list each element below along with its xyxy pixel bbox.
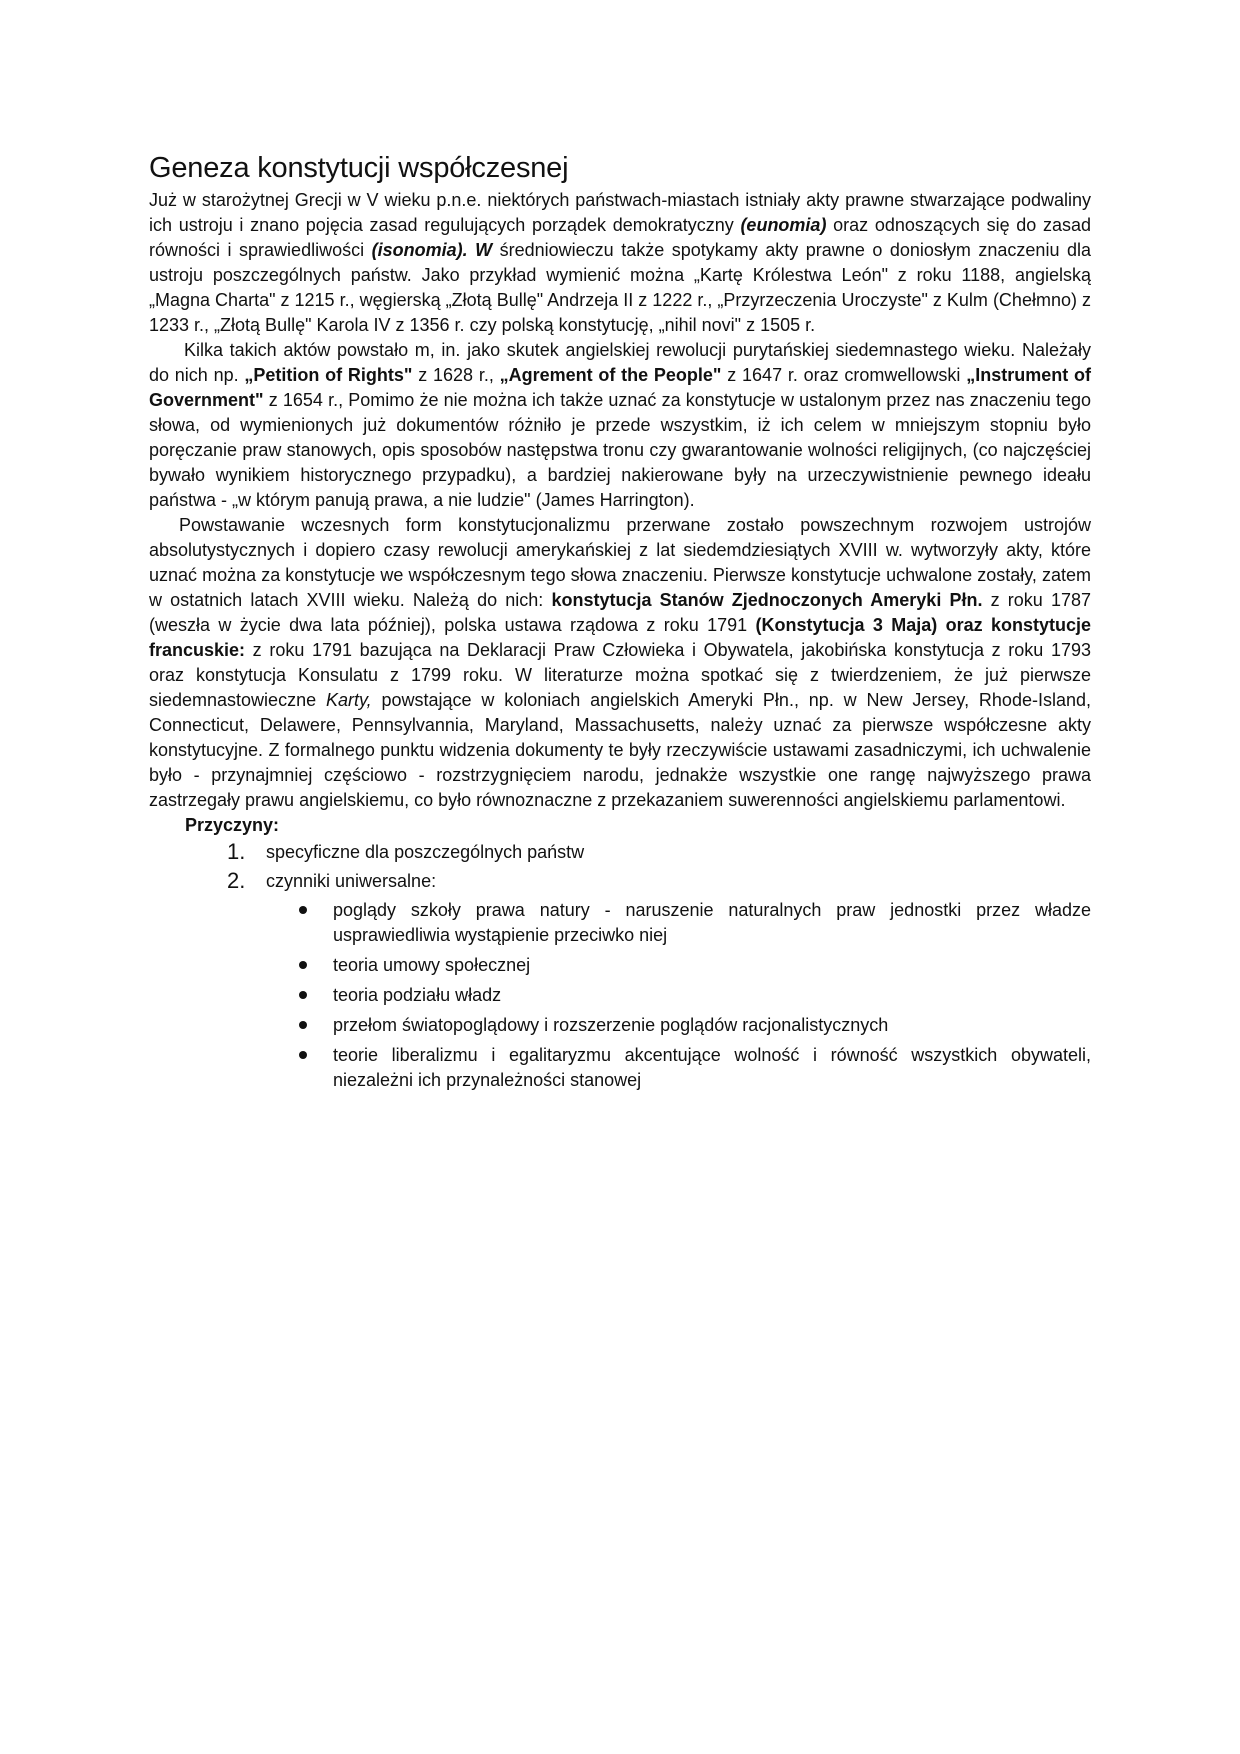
- list-item: [149, 1013, 1091, 1038]
- term-3-may-constitution: (Konstytucja 3 Maja) oraz konstytucje francuskie:: [149, 615, 1092, 660]
- text-run: średniowieczu także spotykamy akty prawne o doniosłym znaczeniu dla ustroju poszczególnych państw. Jako przykład wymienić można „Kartę Królestwa León" z roku 1188, angielską „Magna Charta" z 1215 r., węgierską „Złotą Bullę" Andrzeja II z 1222 r., „Przyrzeczenia Uroczyste" z Kulm (Chełmno) z 1233 r., „Złotą Bullę" Karola IV z 1356 r. czy polską konstytucję, „nihil novi" z 1505 r.: [149, 240, 1091, 335]
- list-number: 2.: [227, 868, 246, 893]
- term-isonomia: (isonomia).: [371, 240, 468, 260]
- causes-heading: Przyczyny:: [185, 815, 280, 835]
- list-item: [149, 840, 1091, 865]
- term-instrument-of-government: „Instrument of Government": [149, 365, 1091, 410]
- list-item: [149, 983, 1091, 1008]
- list-number: 1.: [227, 839, 246, 864]
- term-agrement-of-the-people: „Agrement of the People": [499, 365, 722, 385]
- list-item: [149, 953, 1091, 978]
- bullet-icon: [299, 961, 307, 969]
- bullet-icon: [299, 1051, 307, 1059]
- text-run: z roku 1791 bazująca na Deklaracji Praw Człowieka i Obywatela, jakobińska konstytucja z roku 1793 oraz konstytucja Konsulatu z 1799 roku. W literaturze można spotkać się z twierdzeniem, że już pierwsze siedemnastowieczne: [149, 640, 1091, 710]
- document-page: [149, 150, 1091, 1098]
- term-karty: Karty,: [325, 690, 372, 710]
- term-petition-of-rights: „Petition of Rights": [244, 365, 413, 385]
- text-run: Powstawanie wczesnych form konstytucjonalizmu przerwane zostało powszechnym rozwojem ustrojów absolutystycznych i dopiero czasy rewolucji amerykańskiej z lat siedemdziesiątych XVIII w. wytworzyły akty, które uznać można za konstytucje we współczesnym tego słowa znaczeniu. Pierwsze konstytucje uchwalone zostały, zatem w ostatnich latach XVIII wieku. Należą do nich:: [149, 515, 1091, 610]
- text-run-emphasis: W: [475, 240, 493, 260]
- paragraph-ancient-medieval: [149, 188, 1091, 338]
- list-item: [149, 898, 1091, 948]
- term-eunomia: (eunomia): [740, 215, 827, 235]
- list-item-text: teoria umowy społecznej: [333, 955, 531, 975]
- text-run: z 1647 r. oraz cromwellowski: [721, 365, 967, 385]
- bullet-icon: [299, 906, 307, 914]
- bullet-icon: [299, 991, 307, 999]
- text-run: z roku 1787 (weszła w życie dwa lata później), polska ustawa rządowa z roku 1791: [149, 590, 1092, 635]
- paragraph-english-revolution: [149, 338, 1091, 513]
- text-run: oraz odnoszących się do zasad równości i sprawiedliwości: [149, 215, 1091, 260]
- list-item: [149, 869, 1091, 894]
- text-run: Kilka takich aktów powstało m, in. jako skutek angielskiej rewolucji purytańskiej siedemnastego wieku. Należały do nich np.: [149, 340, 1091, 385]
- list-item-text: teoria podziału władz: [333, 985, 502, 1005]
- list-item-text: czynniki uniwersalne:: [266, 871, 437, 891]
- paragraph-first-constitutions: [149, 513, 1091, 813]
- list-item: [149, 1043, 1091, 1093]
- list-item-text: teorie liberalizmu i egalitaryzmu akcentujące wolność i równość wszystkich obywateli, niezależni ich przynależności stanowej: [333, 1045, 1091, 1090]
- text-run: z 1628 r.,: [412, 365, 500, 385]
- list-item-text: specyficzne dla poszczególnych państw: [266, 842, 585, 862]
- causes-list: [149, 840, 1091, 894]
- text-run: [468, 240, 476, 260]
- term-us-constitution: konstytucja Stanów Zjednoczonych Ameryki Płn.: [551, 590, 983, 610]
- text-run: Już w starożytnej Grecji w V wieku p.n.e. niektórych państwach-miastach istniały akty prawne stwarzające podwaliny ich ustroju i znano pojęcia zasad regulujących porządek demokratyczny: [149, 190, 1091, 235]
- universal-factors-list: [149, 898, 1091, 1093]
- list-item-text: poglądy szkoły prawa natury - naruszenie naturalnych praw jednostki przez władze usprawiedliwia wystąpienie przeciwko niej: [333, 900, 1091, 945]
- list-item-text: przełom światopoglądowy i rozszerzenie poglądów racjonalistycznych: [333, 1015, 889, 1035]
- document-title: Geneza konstytucji współczesnej: [149, 152, 569, 184]
- bullet-icon: [299, 1021, 307, 1029]
- text-run: z 1654 r., Pomimo że nie można ich także uznać za konstytucje w ustalonym przez nas znaczeniu tego słowa, od wymienionych już dokumentów różniło je przede wszystkim, iż ich celem w mniejszym stopniu było poręczanie praw stanowych, opis sposobów następstwa tronu czy gwarantowanie wolności religijnych, (co najczęściej bywało wynikiem historycznego przypadku), a bardziej nakierowane były na urzeczywistnienie pewnego ideału państwa - „w którym panują prawa, a nie ludzie" (James Harrington).: [149, 390, 1091, 510]
- text-run: powstające w koloniach angielskich Ameryki Płn., np. w New Jersey, Rhode-Island, Connecticut, Delawere, Pennsylvannia, Maryland, Massachusetts, należy uznać za pierwsze współczesne akty konstytucyjne. Z formalnego punktu widzenia dokumenty te były rzeczywiście ustawami zasadniczymi, ich uchwalenie było - przynajmniej częściowo - rozstrzygnięciem narodu, jednakże wszystkie one rangę najwyższego prawa zastrzegały prawu angielskiemu, co było równoznaczne z przekazaniem suwerenności angielskiemu parlamentowi.: [149, 690, 1091, 810]
